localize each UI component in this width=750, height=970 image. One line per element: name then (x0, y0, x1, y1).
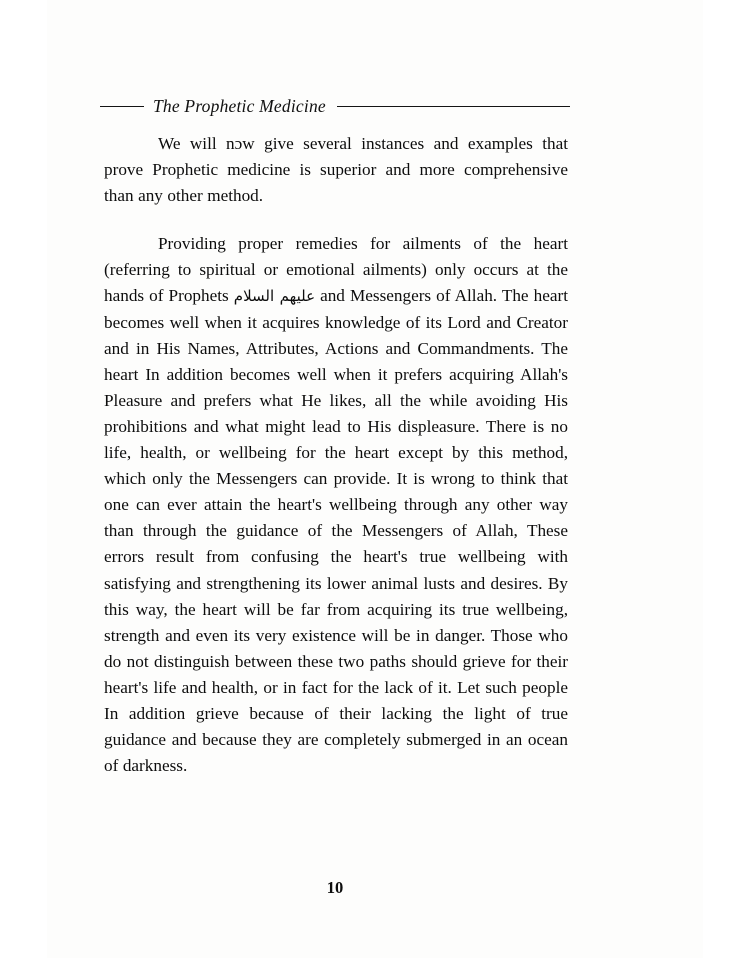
arabic-honorific-alayhim-as-salam: عليهم السلام (233, 287, 316, 306)
page-number: 10 (326, 878, 344, 897)
header-rule-left-icon (100, 106, 144, 107)
paragraph-2-tail: and Messengers of Allah. The heart becomes well when it acquires knowledge of its Lord and Creator and in His Names, Attributes, Actions and Commandments. The heart In addition becomes well when it prefers acquiring Allah's Pleasure and prefers what He likes, all the while avoiding His prohibitions and what might lead to His displeasure. There is no life, health, or wellbeing for the heart except by this method, which only the Messengers can provide. It is wrong to think that one can ever attain the heart's wellbeing through any other way than through the guidance of the Messengers of Allah, These errors result from confusing the heart's true wellbeing with satisfying and strengthening its lower animal lusts and desires. By this way, the heart will be far from acquiring its true wellbeing, strength and even its very existence will be in danger. Those who do not distinguish between these two paths should grieve for their heart's life and health, or in fact for the lack of it. Let such people In addition grieve because of their lacking the light of true guidance and because they are completely submerged in an ocean of darkness. (104, 286, 568, 776)
body-text-column (104, 131, 568, 779)
running-head (100, 94, 570, 118)
paragraph-2-lead: Providing proper remedies for ailments of the heart (referring to spiritual or emotional ailments) only occurs at the hands of Prophets (104, 234, 568, 306)
header-rule-right-icon (337, 106, 570, 107)
paragraph-2 (104, 231, 568, 779)
paragraph-1: We will nɔw give several instances and examples that prove Prophetic medicine is superior and more comprehensive than any other method. (104, 134, 568, 206)
running-head-title: The Prophetic Medicine (153, 95, 326, 116)
